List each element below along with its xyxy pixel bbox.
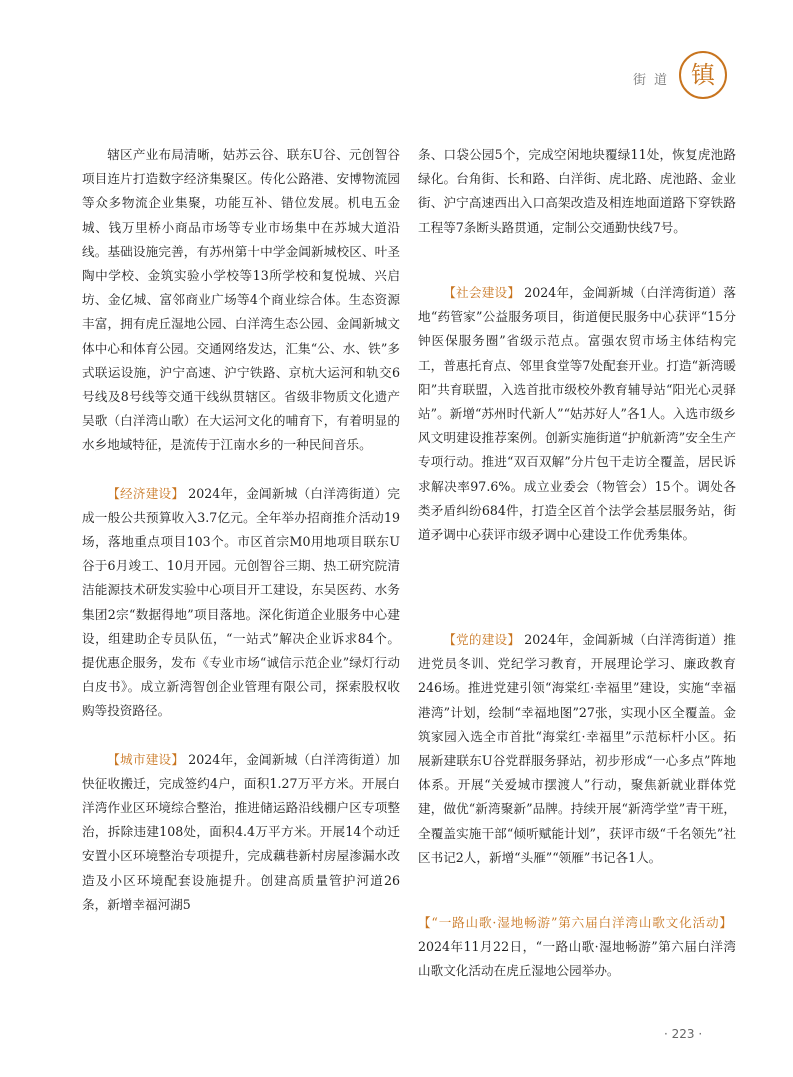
right-column-event [418,911,736,984]
urban-continued-text: 条、口袋公园5个，完成空闲地块覆绿11处，恢复虎池路绿化。台角街、长和路、白洋街、虎北路、虎池路、金业街、沪宁高速西出入口高架改造及相连地面道路下穿铁路工程等7条断头路贯通，定制公交通勤快线7号。 [418,147,736,235]
seal-emblem-icon [678,50,728,100]
section-label: 街道 [633,73,676,88]
social-label: 【社会建设】 [443,285,521,300]
economic-label: 【经济建设】 [107,485,185,501]
intro-paragraph: 辖区产业布局清晰，姑苏云谷、联东U谷、元创智谷项目连片打造数字经济集聚区。传化公路港、安博物流园等众多物流企业集聚，功能互补、错位发展。机电五金城、钱万里桥小商品市场等专业市场集中在苏城大道沿线。基础设施完善，有苏州第十中学金阊新城校区、叶圣陶中学校、金筑实验小学校等13所学校和复悦城、兴启坊、金亿城、富邻商业广场等4个商业综合体。生态资源丰富，拥有虎丘湿地公园、白洋湾生态公园、金阊新城文体中心和体育公园。交通网络发达，汇集“公、水、铁”多式联运设施，沪宁高速、沪宁铁路、京杭大运河和轨交6号线及8号线等交通干线纵贯辖区。省级非物质文化遗产吴歌（白洋湾山歌）在大运河文化的哺育下，有着明显的水乡地域特征，是流传于江南水乡的一种民间音乐。 [82,147,400,453]
party-text: 2024年，金阊新城（白洋湾街道）推进党员冬训、党纪学习教育，开展理论学习、廉政教育246场。推进党建引领“海棠红·幸福里”建设，实施“幸福港湾”计划，绘制“幸福地图”27张，实现小区全覆盖。金筑家园入选全市首批“海棠红·幸福里”示范标杆小区。拓展新建联东U谷党群服务驿站，初步形成“一心多点”阵地体系。开展“关爱城市摆渡人”行动，聚焦新就业群体党建，做优“新湾聚新”品牌。持续开展“新湾学堂”青干班，全覆盖实施干部“倾听赋能计划”，获评市级“千名领先”社区书记2人，新增“头雁”“领雁”书记各1人。 [418,632,736,865]
economic-section [82,482,400,724]
page-number: · 223 · [664,1027,703,1041]
urban-section [82,748,400,917]
social-section [418,281,736,547]
event-section [418,911,736,984]
economic-text: 2024年，金阊新城（白洋湾街道）完成一般公共预算收入3.7亿元。全年举办招商推介活动19场，落地重点项目103个。市区首宗M0用地项目联东U谷于6月竣工、10月开园。元创智谷三期、热工研究院清洁能源技术研发实验中心项目开工建设，东吴医药、水务集团2宗“数据得地”项目落地。深化街道企业服务中心建设，组建助企专员队伍，“一站式”解决企业诉求84个。提优惠企服务，发布《专业市场“诚信示范企业”绿灯行动白皮书》。成立新湾智创企业管理有限公司，探索股权收购等投资路径。 [82,485,400,719]
svg-text:镇: 镇 [691,61,715,89]
event-label: 【“一路山歌·湿地畅游”第六届白洋湾山歌文化活动】 [418,915,732,930]
urban-label: 【城市建设】 [107,751,185,767]
left-column [82,143,400,917]
urban-text: 2024年，金阊新城（白洋湾街道）加快征收搬迁，完成签约4户，面积1.27万平方米。开展白洋湾作业区环境综合整治，推进储运路沿线棚户区专项整治，拆除违建108处，面积4.4万平方米。开展14个动迁安置小区环境整治专项提升，完成藕巷新村房屋渗漏水改造及小区环境配套设施提升。创建高质量管护河道26条，新增幸福河湖5 [82,751,400,912]
right-column-urban-continued [418,143,736,240]
party-section [418,628,736,870]
social-text: 2024年，金阊新城（白洋湾街道）落地“药管家”公益服务项目，街道便民服务中心获评“15分钟医保服务圈”省级示范点。富强农贸市场主体结构完工，普惠托育点、邻里食堂等7处配套开业。打造“新湾暖阳”共育联盟，入选首批市级校外教育辅导站“阳光心灵驿站”。新增“苏州时代新人”“姑苏好人”各1人。入选市级乡风文明建设推荐案例。创新实施街道“护航新湾”安全生产专项行动。推进“双百双解”分片包干走访全覆盖，居民诉求解决率97.6%。成立业委会（物管会）15个。调处各类矛盾纠纷684件，打造全区首个法学会基层服务站，街道矛调中心获评市级矛调中心建设工作优秀集体。 [418,285,736,543]
event-text: 2024年11月22日，“一路山歌·湿地畅游”第六届白洋湾山歌文化活动在虎丘湿地公园举办。 [418,939,736,979]
right-column-party [418,628,736,870]
right-column-social [418,281,736,547]
party-label: 【党的建设】 [443,632,521,647]
